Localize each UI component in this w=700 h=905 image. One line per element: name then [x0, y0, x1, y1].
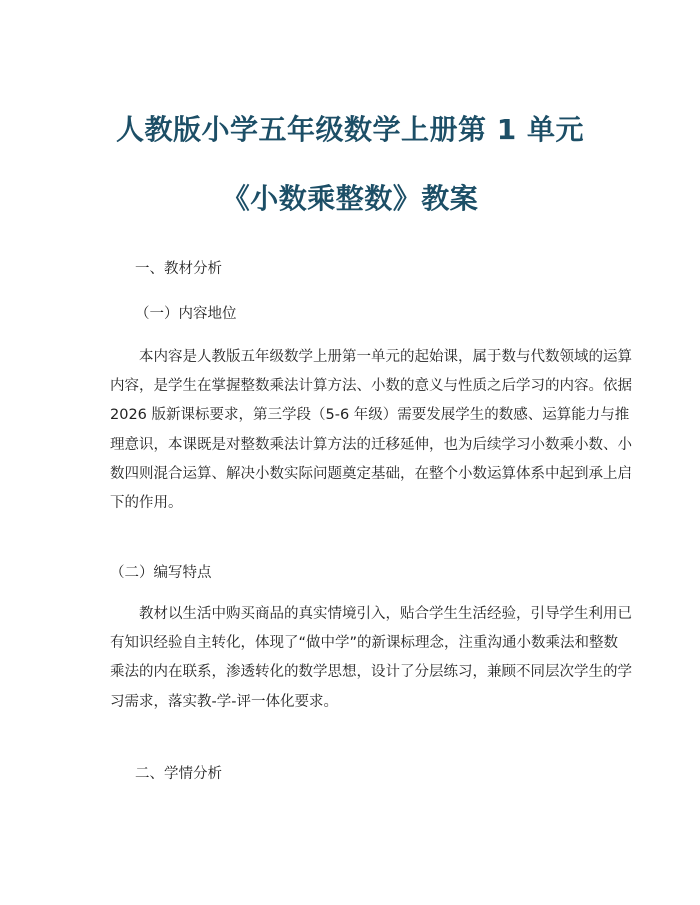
document-title-line-2: 《小数乘整数》教案 [221, 182, 479, 215]
paragraph-writing-features [110, 600, 632, 717]
paragraph-line: 有知识经验自主转化，体现了“做中学”的新课标理念，注重沟通小数乘法和整数 [110, 635, 619, 652]
paragraph-content-position [110, 343, 632, 518]
paragraph-line: 下的作用。 [110, 494, 183, 511]
paragraph-line: 理意识，本课既是对整数乘法计算方法的迁移延伸，也为后续学习小数乘小数、小 [110, 436, 632, 453]
paragraph-line: 习需求，落实教-学-评一体化要求。 [110, 693, 338, 710]
subsection-heading-content-position: （一）内容地位 [135, 306, 237, 322]
section-heading-student-analysis: 二、学情分析 [135, 766, 222, 782]
paragraph-line: 2026 版新课标要求，第三学段（5-6 年级）需要发展学生的数感、运算能力与推 [110, 407, 630, 424]
paragraph-line: 内容，是学生在掌握整数乘法计算方法、小数的意义与性质之后学习的内容。依据 [110, 378, 632, 395]
paragraph-line: 乘法的内在联系，渗透转化的数学思想，设计了分层练习，兼顾不同层次学生的学 [110, 664, 632, 681]
document-title-line-1: 人教版小学五年级数学上册第 1 单元 [116, 113, 584, 146]
paragraph-line: 教材以生活中购买商品的真实情境引入，贴合学生生活经验，引导学生利用已 [139, 606, 632, 622]
paragraph-line: 数四则混合运算、解决小数实际问题奠定基础，在整个小数运算体系中起到承上启 [110, 465, 632, 482]
subsection-heading-writing-features: （二）编写特点 [110, 565, 212, 581]
section-heading-textbook-analysis: 一、教材分析 [135, 261, 222, 277]
paragraph-line: 本内容是人教版五年级数学上册第一单元的起始课，属于数与代数领域的运算 [139, 349, 632, 365]
